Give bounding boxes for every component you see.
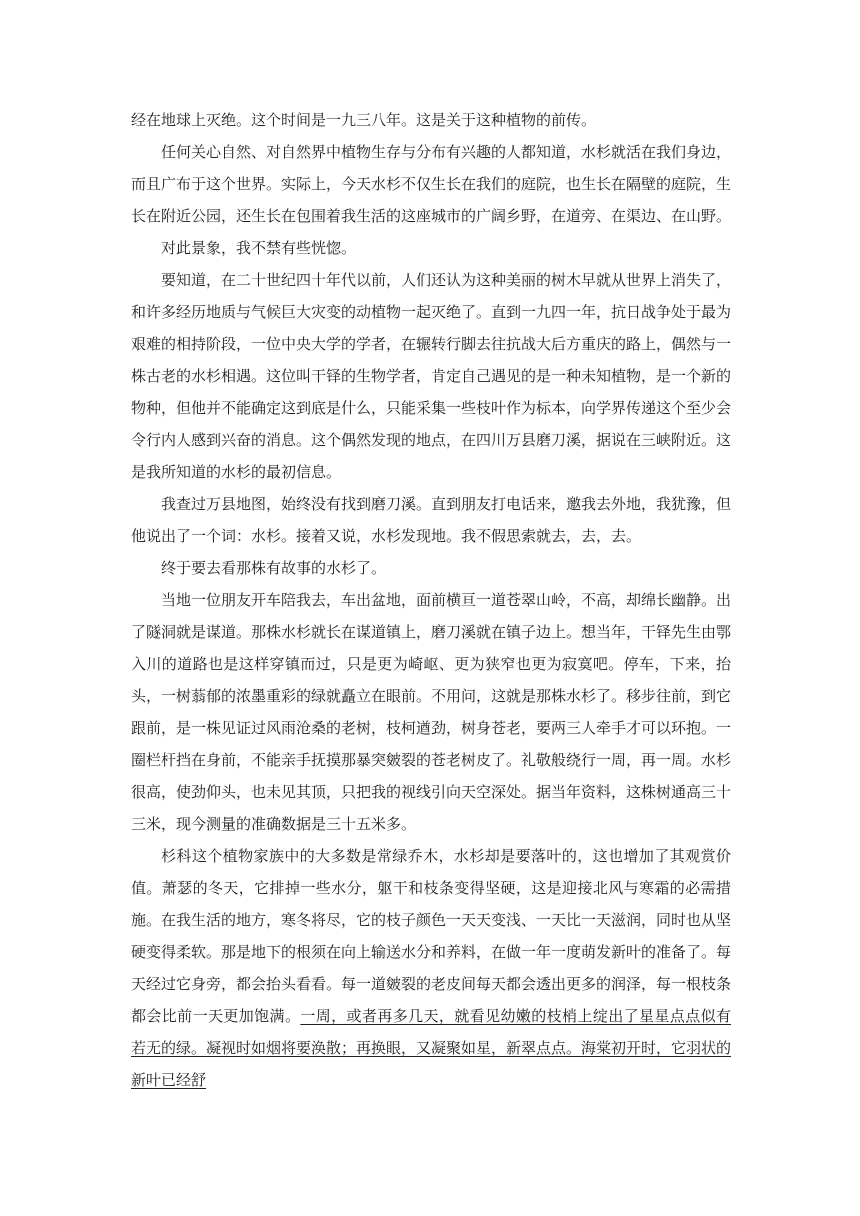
underlined-passage: 一周，或者再多几天，就看见幼嫩的枝梢上绽出了星星点点似有若无的绿。凝视时如烟将要涣散；再换眼，又凝聚如星，新翠点点。海棠初开时，它羽状的新叶已经舒: [131, 1007, 732, 1089]
document-page: [131, 104, 731, 1096]
paragraph-1: 经在地球上灭绝。这个时间是一九三八年。这是关于这种植物的前传。: [131, 111, 597, 129]
paragraph-6: 终于要去看那株有故事的水杉了。: [161, 559, 387, 577]
paragraph-3: 对此景象，我不禁有些恍惚。: [161, 239, 357, 257]
paragraph-8-text: 杉科这个植物家族中的大多数是常绿乔木，水杉却是要落叶的，这也增加了其观赏价值。萧瑟的冬天，它排掉一些水分，躯干和枝条变得坚硬，这是迎接北风与寒霜的必需措施。在我生活的地方，寒冬将尽，它的枝子颜色一天天变浅、一天比一天滋润，同时也从坚硬变得柔软。那是地下的根须在向上输送水分和养料，在做一年一度萌发新叶的准备了。每天经过它身旁，都会抬头看看。每一道皴裂的老皮间每天都会透出更多的润泽，每一根枝条都会比前一天更加饱满。: [131, 847, 732, 1025]
paragraph-4: 要知道，在二十世纪四十年代以前，人们还认为这种美丽的树木早就从世界上消失了，和许多经历地质与气候巨大灾变的动植物一起灭绝了。直到一九四一年，抗日战争处于最为艰难的相持阶段，一位中央大学的学者，在辗转行脚去往抗战大后方重庆的路上，偶然与一株古老的水杉相遇。这位叫干铎的生物学者，肯定自己遇见的是一种未知植物，是一个新的物种，但他并不能确定这到底是什么，只能采集一些枝叶作为标本，向学界传递这个至少会令行内人感到兴奋的消息。这个偶然发现的地点，在四川万县磨刀溪，据说在三峡附近。这是我所知道的水杉的最初信息。: [131, 271, 732, 481]
paragraph-5: 我查过万县地图，始终没有找到磨刀溪。直到朋友打电话来，邀我去外地，我犹豫，但他说出了一个词：水杉。接着又说，水杉发现地。我不假思索就去，去，去。: [131, 495, 732, 545]
paragraph-2: 任何关心自然、对自然界中植物生存与分布有兴趣的人都知道，水杉就活在我们身边，而且广布于这个世界。实际上，今天水杉不仅生长在我们的庭院，也生长在隔壁的庭院，生长在附近公园，还生长在包围着我生活的这座城市的广阔乡野，在道旁、在渠边、在山野。: [131, 143, 732, 225]
paragraph-8: [131, 840, 731, 1096]
paragraph-7: 当地一位朋友开车陪我去，车出盆地，面前横亘一道苍翠山岭，不高，却绵长幽静。出了隧洞就是谋道。那株水杉就长在谋道镇上，磨刀溪就在镇子边上。想当年，干铎先生由鄂入川的道路也是这样穿镇而过，只是更为崎岖、更为狭窄也更为寂寞吧。停车，下来，抬头，一树蓊郁的浓墨重彩的绿就矗立在眼前。不用问，这就是那株水杉了。移步往前，到它跟前，是一株见证过风雨沧桑的老树，枝柯遒劲，树身苍老，要两三人牵手才可以环抱。一圈栏杆挡在身前，不能亲手抚摸那暴突皴裂的苍老树皮了。礼敬般绕行一周，再一周。水杉很高，使劲仰头，也未见其顶，只把我的视线引向天空深处。据当年资料，这株树通高三十三米，现今测量的准确数据是三十五米多。: [131, 591, 732, 833]
